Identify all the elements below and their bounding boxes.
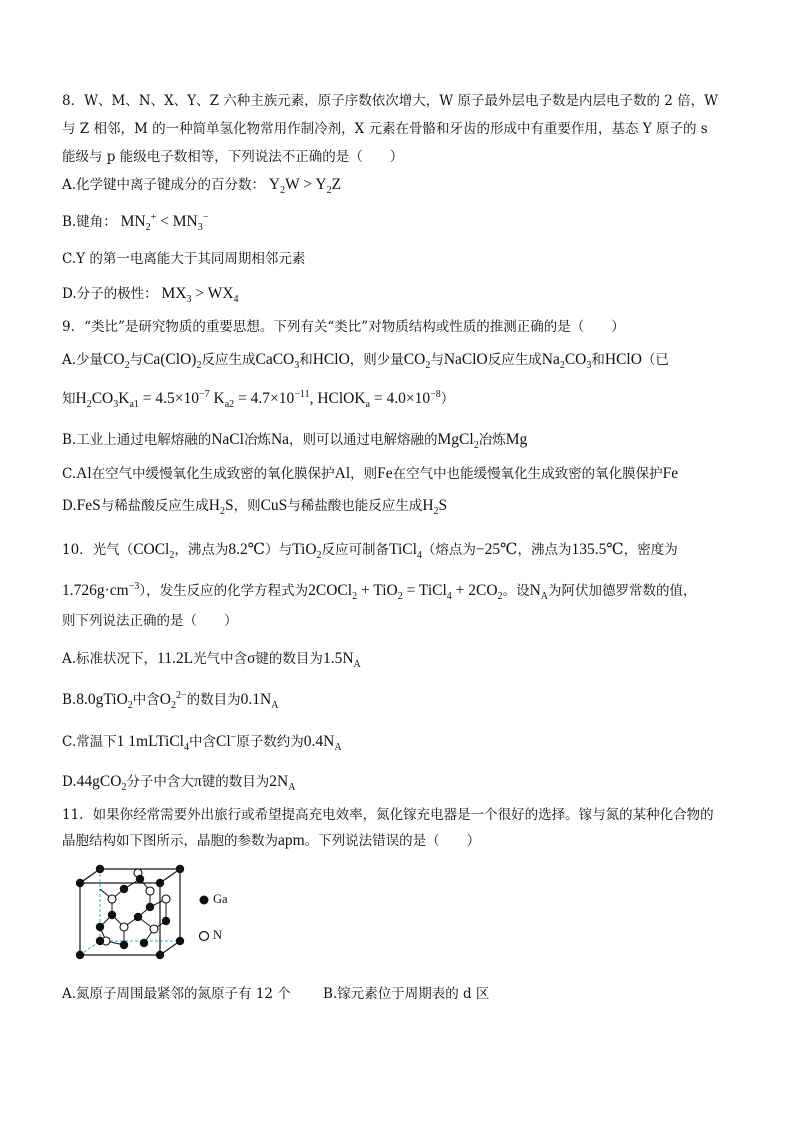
q10-stem-line-1: 10．光气（COCl$_2$，沸点为8.2℃）与TiO$_2$反应可制备TiCl$_4$（熔点为−25℃，沸点为135.5℃，密度为: [62, 541, 678, 562]
q8-option-c: C.Y 的第一电离能大于其同周期相邻元素: [62, 251, 306, 267]
q8-option-a: A.化学键中离子键成分的百分数： $Y_2W > Y_2Z$: [62, 176, 342, 197]
q9-option-a-line-2: 知$H_2CO_3K_{a1} = 4.5\times 10^{-7}$ $K_{a2} = 4.7\times 10^{-11}$, HClOK$_a$ = $4.0\times 10^{-8}$）: [62, 388, 455, 411]
q10-option-b: B.8.0gTiO$_2$中含$O_2^{2-}$的数目为$0.1N_A$: [62, 689, 279, 712]
crystal-cell-diagram: [62, 855, 262, 975]
q10-stem-line-2: $1.726g\cdot cm^{-3}$），发生反应的化学方程式为2COCl$_2$ + TiO$_2$ = TiCl$_4$ + $2CO_2$。设$N_A$为阿伏加德罗常数的值，: [62, 580, 697, 603]
q9-option-a-line-1: A.少量$CO_2$与$Ca(ClO)_2$反应生成CaCO$_3$和HClO，则少量$CO_2$与NaClO反应生成$Na_2CO_3$和HClO（已: [62, 351, 669, 372]
crystal-cell-figure: [62, 855, 262, 975]
q11-stem-line-1: 11．如果你经常需要外出旅行或希望提高充电效率，氮化镓充电器是一个很好的选择。镓与氮的某种化合物的: [62, 807, 714, 823]
q9-option-c: C.Al在空气中缓慢氧化生成致密的氧化膜保护Al，则Fe在空气中也能缓慢氧化生成致密的氧化膜保护Fe: [62, 465, 679, 482]
legend-ga-marker: [200, 896, 209, 905]
q10-option-a: A.标准状况下，11.2L光气中含σ键的数目为$1.5N_A$: [62, 650, 361, 671]
q10-option-c: C.常温下1 1mLTiCl$_4$中含Cl−原子数约为$0.4N_A$: [62, 731, 342, 754]
q11-stem-line-2: 晶胞结构如下图所示，晶胞的参数为apm。下列说法错误的是（ ）: [62, 832, 481, 849]
q8-stem-line-2: 与 Z 相邻，M 的一种简单氢化物常用作制冷剂，X 元素在骨骼和牙齿的形成中有重要作用，基态 Y 原子的 s: [62, 121, 708, 137]
q10-option-d: D.44gCO$_2$分子中含大π键的数目为$2N_A$: [62, 773, 296, 794]
q8-stem-line-3: 能级与 p 能级电子数相等，下列说法不正确的是（ ）: [62, 149, 404, 165]
q10-stem-line-3: 则下列说法正确的是（ ）: [62, 613, 238, 629]
q9-option-d: D.FeS与稀盐酸反应生成$H_2S$，则CuS与稀盐酸也能反应生成$H_2S$: [62, 497, 448, 518]
legend-ga-label: Ga: [213, 892, 228, 906]
q11-option-a: A.氮原子周围最紧邻的氮原子有 12 个: [62, 986, 291, 1002]
q11-option-b: B.镓元素位于周期表的 d 区: [323, 986, 490, 1002]
q9-option-b: B.工业上通过电解熔融的NaCl冶炼Na，则可以通过电解熔融的MgCl$_2$冶炼Mg: [62, 431, 528, 452]
legend-n-marker: [200, 932, 209, 941]
q8-stem-line-1: 8．W、M、N、X、Y、Z 六种主族元素，原子序数依次增大，W 原子最外层电子数是内层电子数的 2 倍，W: [62, 93, 719, 109]
q9-stem: 9．“类比”是研究物质的重要思想。下列有关“类比”对物质结构或性质的推测正确的是（ ）: [62, 319, 625, 335]
q8-option-b: B.键角： $MN_2^+ < MN_3^-$: [62, 211, 209, 234]
q8-option-d: D.分子的极性： $MX_3 > WX_4$: [62, 285, 239, 306]
legend-n-label: N: [213, 928, 223, 942]
